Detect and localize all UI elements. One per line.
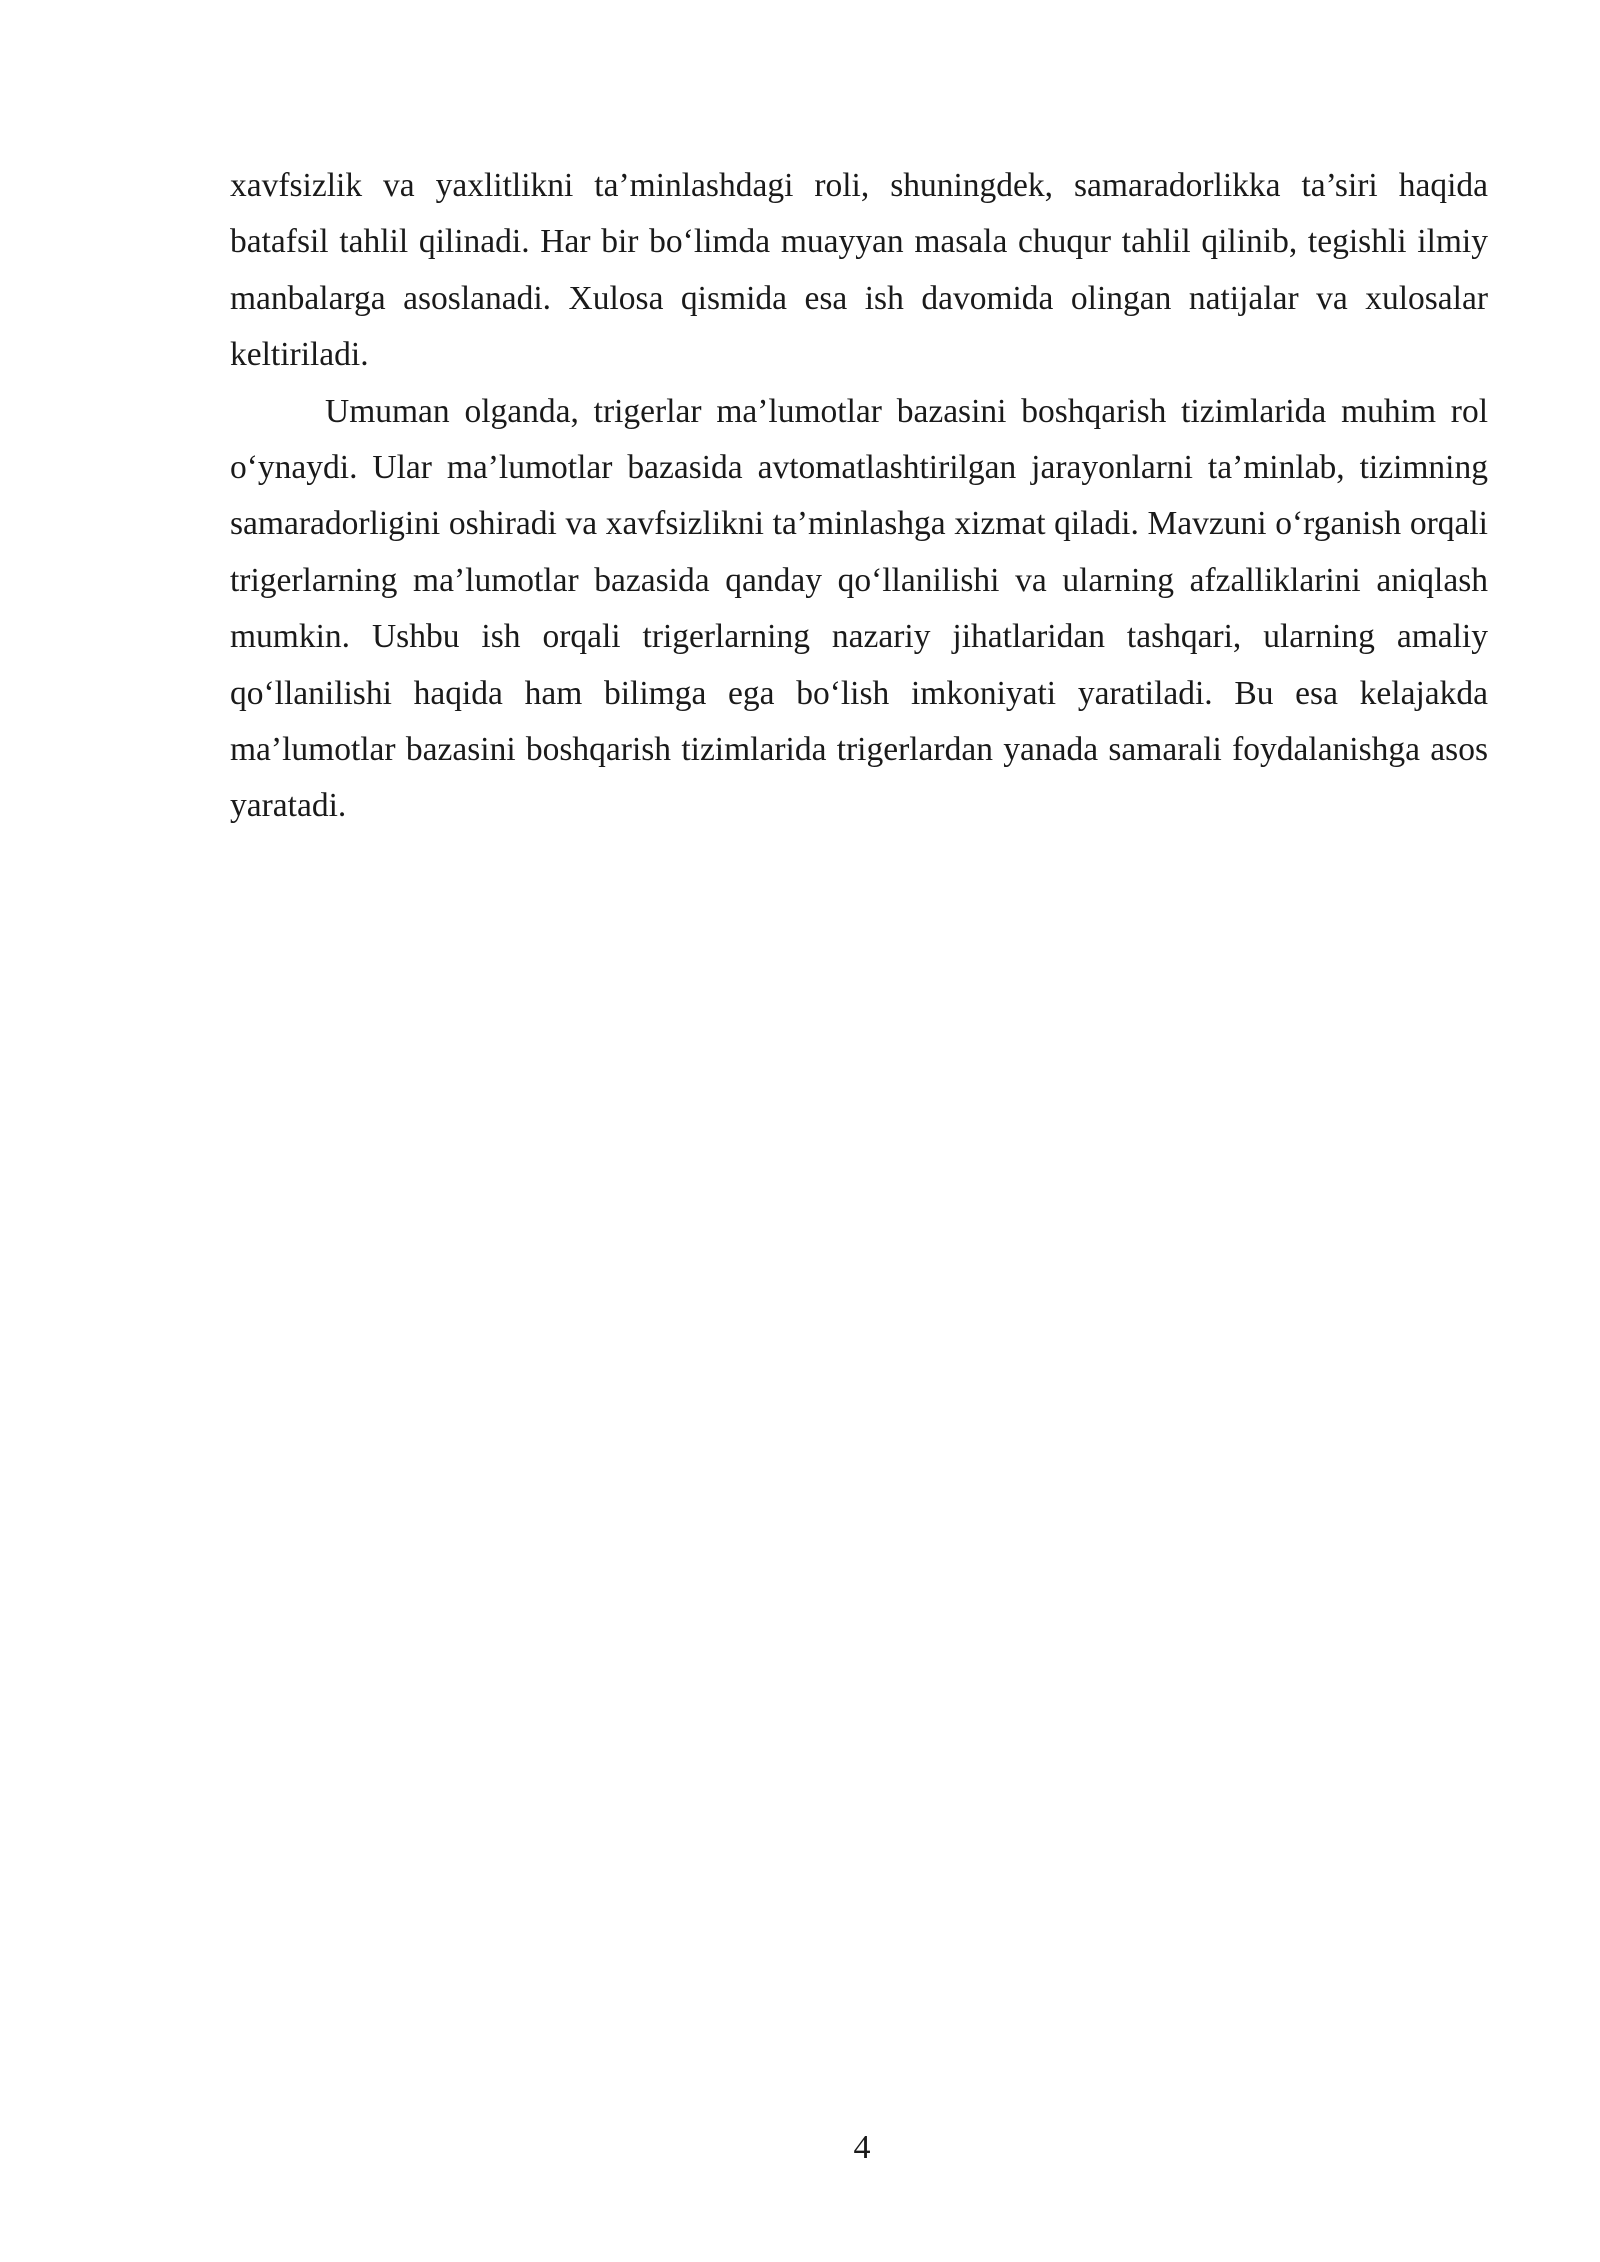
page-number: 4 — [853, 2129, 871, 2166]
paragraph-continuation: xavfsizlik va yaxlitlikni ta’minlashdagi roli, shuningdek, samaradorlikka ta’siri haqida batafsil tahlil qilinadi. Har bir bo‘limda muayyan masala chuqur tahlil qilinib, tegishli ilmiy manbalarga asoslanadi. Xulosa qismida esa ish davomida olingan natijalar va xulosalar keltiriladi. — [230, 167, 1488, 374]
body-text — [230, 158, 1488, 835]
paragraph-conclusion: Umuman olganda, trigerlar ma’lumotlar bazasini boshqarish tizimlarida muhim rol o‘ynaydi. Ular ma’lumotlar bazasida avtomatlashtirilgan jarayonlarni ta’minlab, tizimning samaradorligini oshiradi va xavfsizlikni ta’minlashga xizmat qiladi. Mavzuni o‘rganish orqali trigerlarning ma’lumotlar bazasida qanday qo‘llanilishi va ularning afzalliklarini aniqlash mumkin. Ushbu ish orqali trigerlarning nazariy jihatlaridan tashqari, ularning amaliy qo‘llanilishi haqida ham bilimga ega bo‘lish imkoniyati yaratiladi. Bu esa kelajakda ma’lumotlar bazasini boshqarish tizimlarida trigerlardan yanada samarali foydalanishga asos yaratadi. — [230, 392, 1488, 825]
